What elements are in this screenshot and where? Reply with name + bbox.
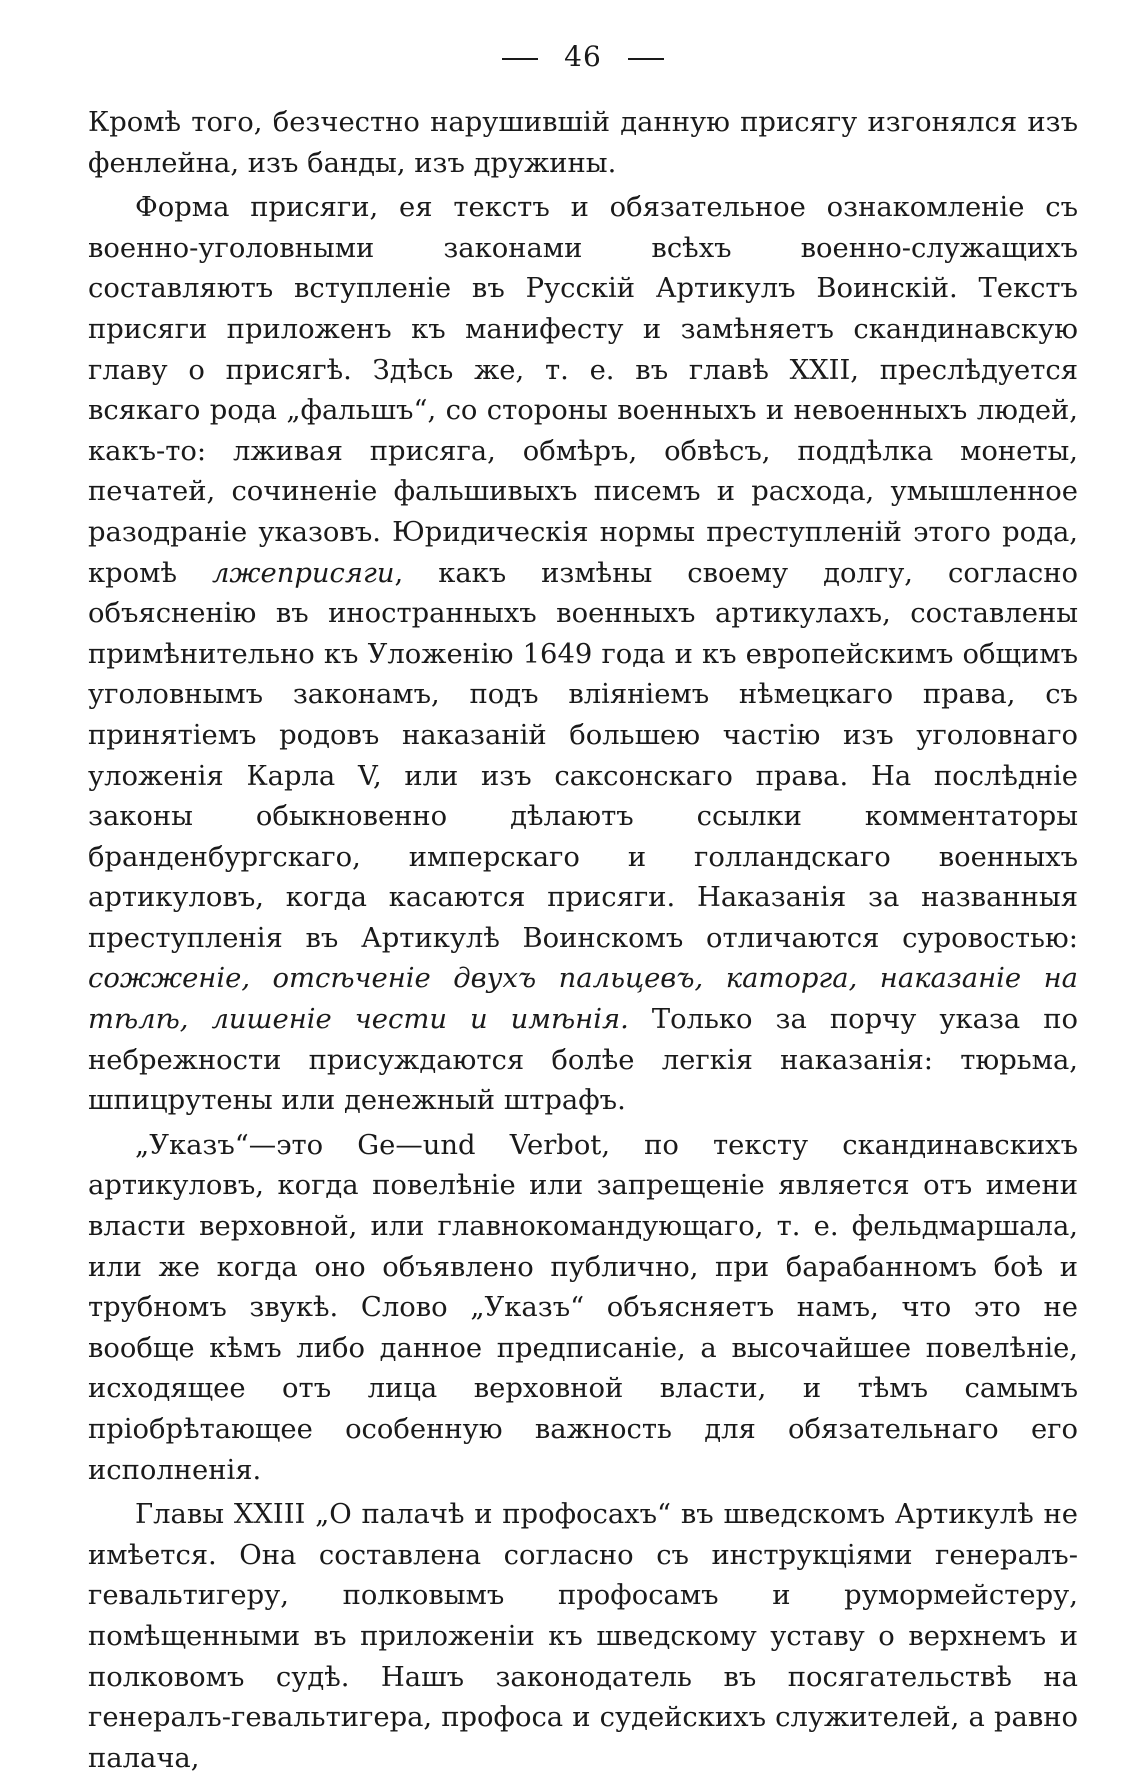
paragraph-2-text-b: , какъ измѣны своему долгу, согласно объясненію въ иностранныхъ военныхъ артикулахъ, составлены примѣнительно къ Уложенію 1649 года и къ европейскимъ общимъ уголовнымъ законамъ, подъ вліяніемъ нѣмецкаго права, съ принятіемъ родовъ наказаній большею частію изъ уголовнаго уложенія Карла V, или изъ саксонскаго права. На послѣдніе законы обыкновенно дѣлаютъ ссылки комментаторы бранденбургскаго, имперскаго и голландскаго военныхъ артикуловъ, когда касаются присяги. Наказанія за названныя преступленія въ Артикулѣ Воинскомъ отличаются суровостью:	[88, 557, 1078, 954]
book-page	[88, 40, 1078, 1783]
paragraph-2-text-a: Форма присяги, ея текстъ и обязательное ознакомленіе съ военно-уголовными законами всѣхъ военно-служащихъ составляютъ вступленіе въ Русскій Артикулъ Воинскій. Текстъ присяги приложенъ къ манифесту и замѣняетъ скандинавскую главу о присягѣ. Здѣсь же, т. е. въ главѣ XXII, преслѣдуется всякаго рода „фальшъ“, со стороны военныхъ и невоенныхъ людей, какъ-то: лживая присяга, обмѣръ, обвѣсъ, поддѣлка монеты, печатей, сочиненіе фальшивыхъ писемъ и расхода, умышленное разодраніе указовъ. Юридическія нормы преступленій этого рода, кромѣ	[88, 192, 1078, 589]
left-dash	[502, 58, 538, 60]
page-number-header	[88, 40, 1078, 73]
paragraph-3-text: „Указъ“—это Ge—und Verbot, по тексту скандинавскихъ артикуловъ, когда повелѣніе или запрещеніе является отъ имени власти верховной, или главнокомандующаго, т. е. фельдмаршала, или же когда оно объявлено публично, при барабанномъ боѣ и трубномъ звукѣ. Слово „Указъ“ объясняетъ намъ, что это не вообще кѣмъ либо данное предписаніе, а высочайшее повелѣніе, исходящее отъ лица верховной власти, и тѣмъ самымъ пріобрѣтающее особенную важность для обязательнаго его исполненія.	[88, 1129, 1078, 1486]
paragraph-1	[88, 103, 1078, 184]
paragraph-4-text: Главы XXIII „О палачѣ и профосахъ“ въ шведскомъ Артикулѣ не имѣется. Она составлена согласно съ инструкціями генералъ-гевальтигеру, полковымъ профосамъ и румормейстеру, помѣщенными въ приложеніи къ шведскому уставу о верхнемъ и полковомъ судѣ. Нашъ законодатель въ посягательствѣ на генералъ-гевальтигера, профоса и судейскихъ служителей, а равно палача,	[88, 1499, 1078, 1774]
paragraph-2	[88, 188, 1078, 1122]
paragraph-1-text: Кромѣ того, безчестно нарушившій данную присягу изгонялся изъ фенлейна, изъ банды, изъ дружины.	[88, 107, 1078, 179]
page-number: 46	[564, 40, 602, 73]
paragraph-4	[88, 1495, 1078, 1779]
paragraph-2-text-c: Только за порчу указа по небрежности присуждаются болѣе легкія наказанія: тюрьма, шпицрутены или денежный штрафъ.	[88, 1004, 1078, 1117]
paragraph-2-italic-b: сожженіе, отсѣченіе двухъ пальцевъ, каторга, наказаніе на тѣлѣ, лишеніе чести и имѣнія.	[88, 963, 1078, 1036]
paragraph-3	[88, 1126, 1078, 1491]
paragraph-2-italic-a: лжеприсяги	[211, 557, 395, 589]
right-dash	[628, 58, 664, 60]
